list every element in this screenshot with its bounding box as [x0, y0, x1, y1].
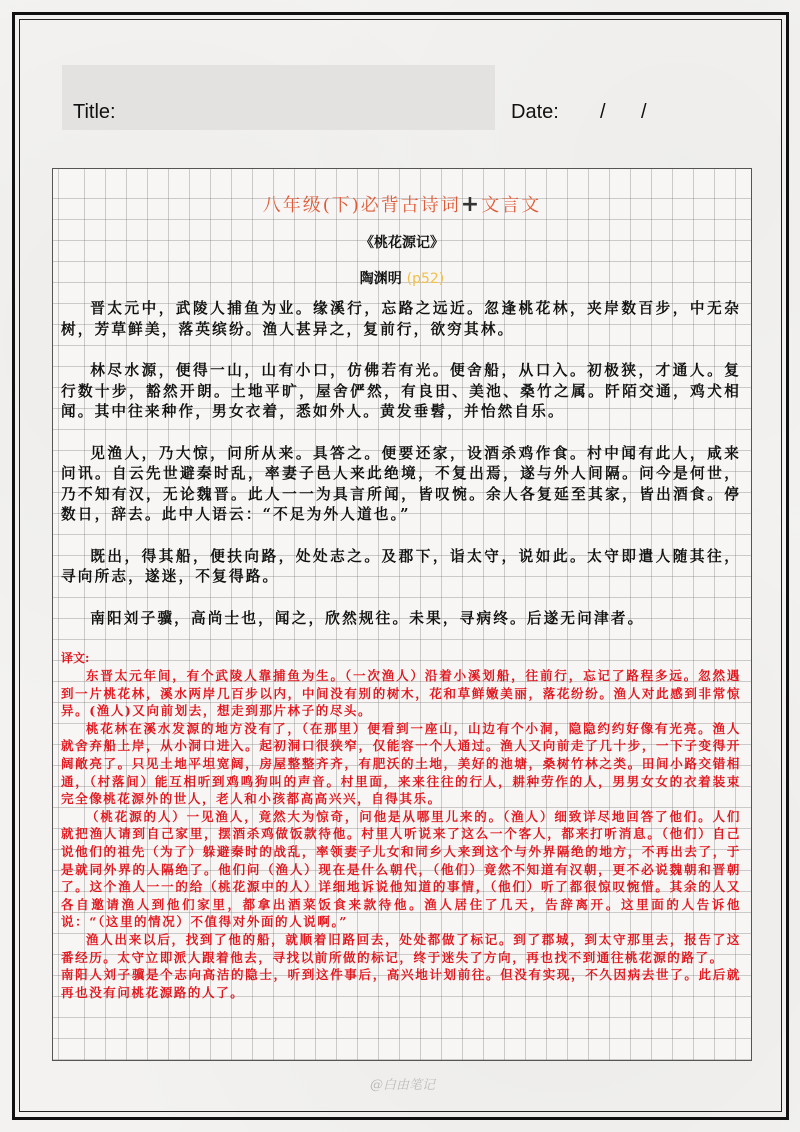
original-paragraph: 晋太元中，武陵人捕鱼为业。缘溪行，忘路之远近。忽逢桃花林，夹岸数百步，中无杂树，芳草鲜美，落英缤纷。渔人甚异之，复前行，欲穷其林。	[61, 300, 741, 338]
original-paragraph: 南阳刘子骥，高尚士也，闻之，欣然规往。未果，寻病终。后遂无问津者。	[90, 609, 645, 627]
document-title	[53, 191, 751, 217]
title-suffix: 文言文	[481, 195, 542, 216]
original-paragraph: 林尽水源，便得一山，山有小口，仿佛若有光。便舍船，从口入。初极狭，才通人。复行数十步，豁然开朗。土地平旷，屋舍俨然，有良田、美池、桑竹之属。阡陌交通，鸡犬相闻。其中往来种作，男女衣着，悉如外人。黄发垂髫，并怡然自乐。	[61, 362, 741, 420]
grid-paper-area	[52, 168, 752, 1061]
plus-icon: +	[460, 192, 482, 217]
author-name: 陶渊明	[359, 271, 402, 287]
page-reference: (p52)	[406, 271, 445, 287]
translation-paragraph: （桃花源的人）一见渔人，竟然大为惊奇，问他是从哪里儿来的。（渔人）细致详尽地回答了他们。人们就把渔人请到自己家里，摆酒杀鸡做饭款待他。村里人听说来了这么一个客人，都来打听消息。（他们）自己说他们的祖先（为了）躲避秦时的战乱，率领妻子儿女和同乡人来到这个与外界隔绝的地方，不再出去了，于是就同外界的人隔绝了。他们问（渔人）现在是什么朝代，（他们）竟然不知道有汉朝，更不必说魏朝和晋朝了。这个渔人一一的给（桃花源中的人）详细地诉说他知道的事情，（他们）听了都很惊叹惋惜。其余的人又各自邀请渔人到他们家里，都拿出酒菜饭食来款待他。渔人居住了几天，告辞离开。这里面的人告诉他说：“（这里的情况）不值得对外面的人说啊。”	[61, 808, 741, 930]
watermark: @白由笔记	[370, 1078, 436, 1093]
translation-paragraph: 桃花林在溪水发源的地方没有了，（在那里）便看到一座山，山边有个小洞，隐隐约约好像有光亮。渔人就舍弃船上岸，从小洞口进入。起初洞口很狭窄，仅能容一个人通过。渔人又向前走了几十步，一下子变得开阔敞亮了。只见土地平坦宽阔，房屋整整齐齐，有肥沃的土地，美好的池塘，桑树竹林之类。田间小路交错相通，（村落间）能互相听到鸡鸣狗叫的声音。村里面，来来往往的行人，耕种劳作的人，男男女女的衣着装束完全像桃花源外的世人，老人和小孩都高高兴兴，自得其乐。	[61, 720, 741, 807]
date-label: Date:	[511, 101, 559, 123]
date-separator: /	[641, 101, 647, 123]
title-main: 八年级(下)必背古诗词	[262, 195, 461, 216]
original-text	[61, 299, 741, 650]
translation-text	[61, 650, 741, 1001]
author-line	[53, 268, 751, 288]
translation-paragraph: 东晋太元年间，有个武陵人靠捕鱼为生。（一次渔人）沿着小溪划船，往前行，忘记了路程多远。忽然遇到一片桃花林，溪水两岸几百步以内，中间没有别的树木，花和草鲜嫩美丽，落花纷纷。渔人对此感到非常惊异。(渔人)又向前划去，想走到那片林子的尽头。	[61, 668, 741, 719]
original-paragraph: 见渔人，乃大惊，问所从来。具答之。便要还家，设酒杀鸡作食。村中闻有此人，咸来问讯。自云先世避秦时乱，率妻子邑人来此绝境，不复出焉，遂与外人间隔。问今是何世，乃不知有汉，无论魏晋。此人一一为具言所闻，皆叹惋。余人各复延至其家，皆出酒食。停数日，辞去。此中人语云：“不足为外人道也。”	[61, 444, 741, 523]
poem-title: 《桃花源记》	[360, 235, 444, 251]
translation-paragraph: 南阳人刘子骥是个志向高洁的隐士，听到这件事后，高兴地计划前往。但没有实现，不久因病去世了。此后就再也没有问桃花源路的人了。	[61, 967, 741, 1000]
translation-label: 译文:	[61, 651, 90, 665]
title-field-box	[62, 65, 495, 130]
translation-paragraph: 渔人出来以后，找到了他的船，就顺着旧路回去，处处都做了标记。到了郡城，到太守那里去，报告了这番经历。太守立即派人跟着他去，寻找以前所做的标记，终于迷失了方向，再也找不到通往桃花源的路了。	[61, 931, 741, 965]
date-separator: /	[600, 101, 606, 123]
original-paragraph: 既出，得其船，便扶向路，处处志之。及郡下，诣太守，说如此。太守即遣人随其往，寻向所志，遂迷，不复得路。	[61, 547, 741, 585]
title-label: Title:	[73, 101, 116, 123]
